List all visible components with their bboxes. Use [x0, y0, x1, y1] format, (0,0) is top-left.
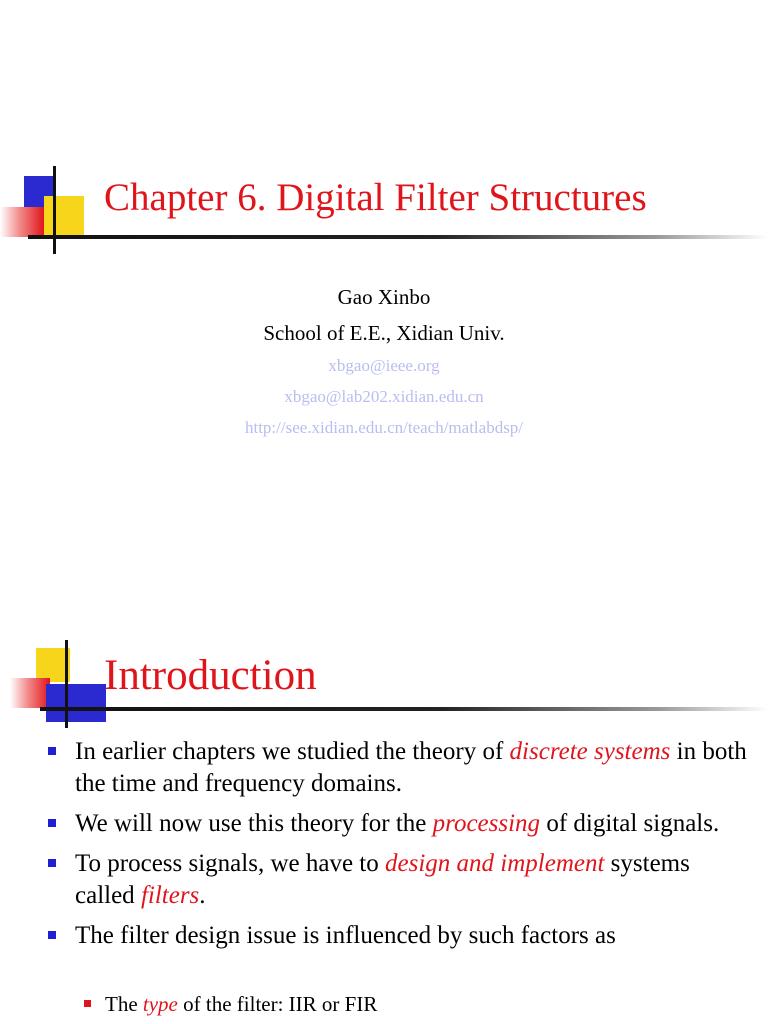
bullet-item: We will now use this theory for the processing of digital signals.: [48, 808, 748, 840]
logo-vertical-line: [65, 640, 68, 728]
logo-red-square: [10, 678, 50, 708]
square-bullet-icon: [48, 931, 56, 939]
title-underline: [28, 235, 768, 239]
square-bullet-icon: [48, 819, 56, 827]
title-underline: [40, 707, 768, 711]
email-link-1[interactable]: xbgao@ieee.org: [328, 356, 440, 375]
logo-yellow-square: [44, 196, 84, 236]
square-bullet-icon: [48, 747, 56, 755]
sub-bullet-item: The type of the filter: IIR or FIR: [84, 991, 377, 1017]
square-bullet-icon: [48, 859, 56, 867]
bullet-list: [48, 736, 748, 960]
red-square-bullet-icon: [84, 1000, 91, 1007]
author-name: Gao Xinbo: [337, 285, 431, 309]
bullet-item: To process signals, we have to design and implement systems called filters.: [48, 848, 748, 912]
slide-title: Chapter 6. Digital Filter Structures: [104, 176, 647, 219]
email-link-2[interactable]: xbgao@lab202.xidian.edu.cn: [284, 387, 484, 406]
logo-blue-square: [46, 684, 106, 722]
bullet-item: In earlier chapters we studied the theory of discrete systems in both the time and frequency domains.: [48, 736, 748, 800]
logo-vertical-line: [53, 166, 56, 254]
author-affiliation: School of E.E., Xidian Univ.: [263, 321, 505, 345]
introduction-slide: [0, 512, 768, 1024]
course-url-link[interactable]: http://see.xidian.edu.cn/teach/matlabdsp/: [244, 418, 524, 437]
bullet-item: The filter design issue is influenced by such factors as: [48, 920, 748, 952]
logo-red-square: [0, 207, 44, 237]
slide-title: Introduction: [104, 652, 317, 699]
